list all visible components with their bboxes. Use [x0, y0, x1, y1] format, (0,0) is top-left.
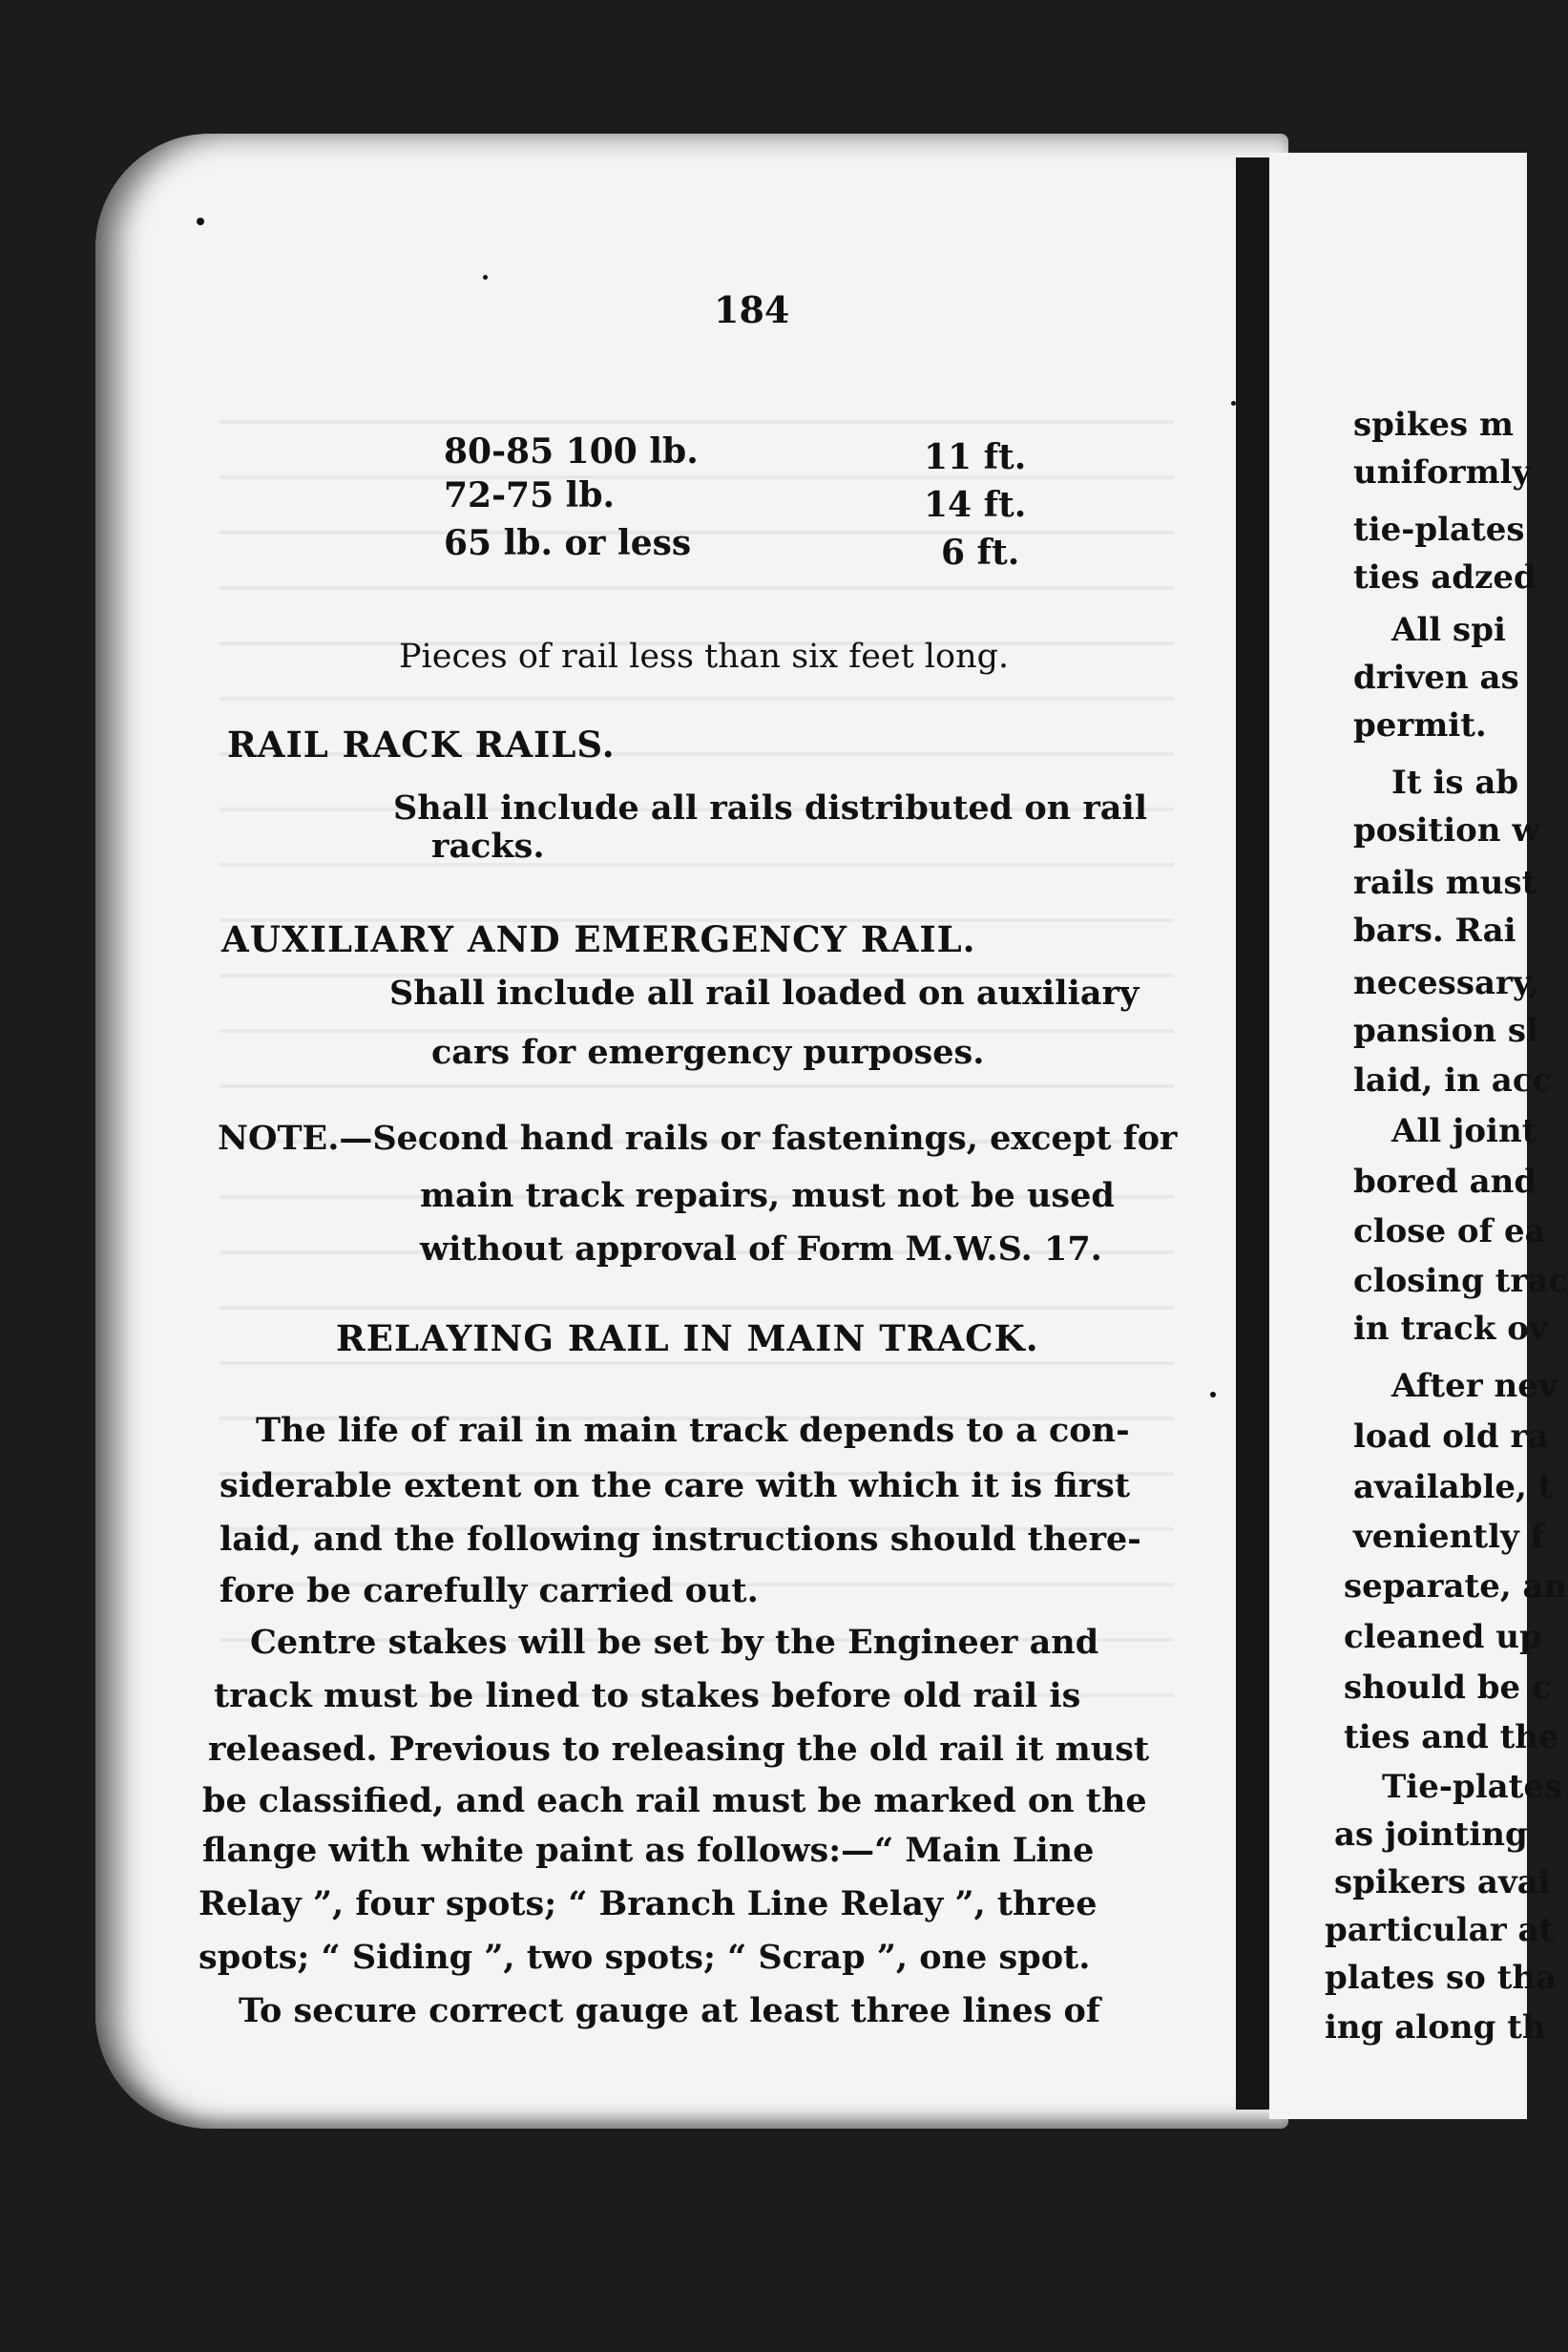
right-page-line: closing trac: [1353, 1262, 1568, 1300]
right-page-line: tie-plates: [1353, 511, 1525, 549]
right-page-line: ties and the: [1344, 1718, 1559, 1756]
ink-speck: [197, 218, 204, 225]
right-page-line: laid, in acc: [1353, 1061, 1553, 1100]
right-page-line: It is ab: [1391, 764, 1519, 802]
right-page-line: position w: [1353, 811, 1540, 850]
ink-speck: [1210, 1392, 1216, 1397]
auxiliary-heading: AUXILIARY AND EMERGENCY RAIL.: [221, 918, 976, 960]
paragraph-line: Relay ”, four spots; “ Branch Line Relay ”, three: [199, 1884, 1098, 1923]
right-page-line: load old ra: [1353, 1418, 1549, 1456]
rail-rack-line: Shall include all rails distributed on rail: [393, 788, 1148, 828]
note-line: main track repairs, must not be used: [420, 1176, 1115, 1215]
pieces-note: Pieces of rail less than six feet long.: [399, 638, 1010, 676]
right-page-line: ties adzed: [1353, 558, 1537, 597]
right-page-line: All spi: [1391, 611, 1506, 649]
right-page-line: pansion sl: [1353, 1012, 1538, 1050]
right-page-line: spikes m: [1353, 406, 1514, 444]
note-line: NOTE.—Second hand rails or fastenings, except for: [218, 1119, 1178, 1158]
page-number: 184: [714, 288, 790, 331]
auxiliary-line: Shall include all rail loaded on auxiliary: [389, 974, 1139, 1013]
auxiliary-line: cars for emergency purposes.: [431, 1033, 985, 1072]
right-page-line: veniently f: [1353, 1518, 1545, 1556]
paragraph-line: The life of rail in main track depends to a con-: [256, 1411, 1130, 1450]
right-page-line: bars. Rai: [1353, 912, 1516, 950]
paragraph-line: flange with white paint as follows:—“ Main Line: [202, 1831, 1095, 1870]
right-page-line: necessary,: [1353, 964, 1540, 1002]
right-page-line: plates so tha: [1325, 1959, 1558, 1997]
rail-rack-heading: RAIL RACK RAILS.: [227, 724, 616, 766]
paragraph-line: track must be lined to stakes before old rail is: [214, 1676, 1081, 1715]
paragraph-line: spots; “ Siding ”, two spots; “ Scrap ”, one spot.: [199, 1938, 1091, 1977]
book-gutter: [1236, 158, 1270, 2110]
right-page-line: particular at: [1325, 1911, 1555, 1949]
ink-speck: [483, 275, 488, 280]
note-line: without approval of Form M.W.S. 17.: [420, 1229, 1102, 1269]
right-page-line: Tie-plates: [1382, 1768, 1563, 1806]
right-page-line: as jointing: [1334, 1816, 1528, 1854]
ink-speck: [1231, 401, 1236, 406]
right-page-line: close of ea: [1353, 1212, 1546, 1250]
paragraph-line: siderable extent on the care with which it is first: [220, 1466, 1131, 1505]
right-page-line: should be c: [1344, 1669, 1552, 1707]
relaying-heading: RELAYING RAIL IN MAIN TRACK.: [336, 1317, 1039, 1359]
right-page-line: permit.: [1353, 706, 1487, 745]
table-row-length: 11 ft.: [924, 437, 1027, 477]
paragraph-line: Centre stakes will be set by the Engineer and: [250, 1623, 1099, 1662]
rail-rack-line: racks.: [431, 827, 545, 866]
right-page-line: rails must: [1353, 864, 1537, 902]
paragraph-line: To secure correct gauge at least three lines of: [239, 1991, 1100, 2030]
table-row-weight: 65 lb. or less: [444, 523, 692, 563]
paragraph-line: fore be carefully carried out.: [220, 1571, 759, 1610]
right-page-line: ing along th: [1325, 2008, 1546, 2047]
right-page-line: After nev: [1391, 1367, 1558, 1405]
right-page-line: uniformly: [1353, 453, 1532, 492]
table-row-length: 6 ft.: [941, 533, 1020, 573]
paragraph-line: be classified, and each rail must be marked on the: [202, 1781, 1147, 1820]
right-page-line: driven as: [1353, 659, 1519, 697]
right-page-line: bored and: [1353, 1163, 1537, 1201]
right-page-line: spikers avai: [1334, 1863, 1551, 1901]
table-row-weight: 72-75 lb.: [444, 475, 616, 515]
right-page-line: in track ov: [1353, 1310, 1548, 1348]
right-page-line: cleaned up: [1344, 1618, 1542, 1656]
table-row-weight: 80-85 100 lb.: [444, 431, 699, 472]
right-page-line: All joint: [1391, 1112, 1537, 1150]
paragraph-line: laid, and the following instructions should there-: [220, 1520, 1141, 1559]
paragraph-line: released. Previous to releasing the old rail it must: [208, 1730, 1150, 1769]
table-row-length: 14 ft.: [924, 485, 1027, 525]
right-page-line: separate, an: [1344, 1567, 1568, 1606]
right-page-line: available, t: [1353, 1468, 1554, 1506]
